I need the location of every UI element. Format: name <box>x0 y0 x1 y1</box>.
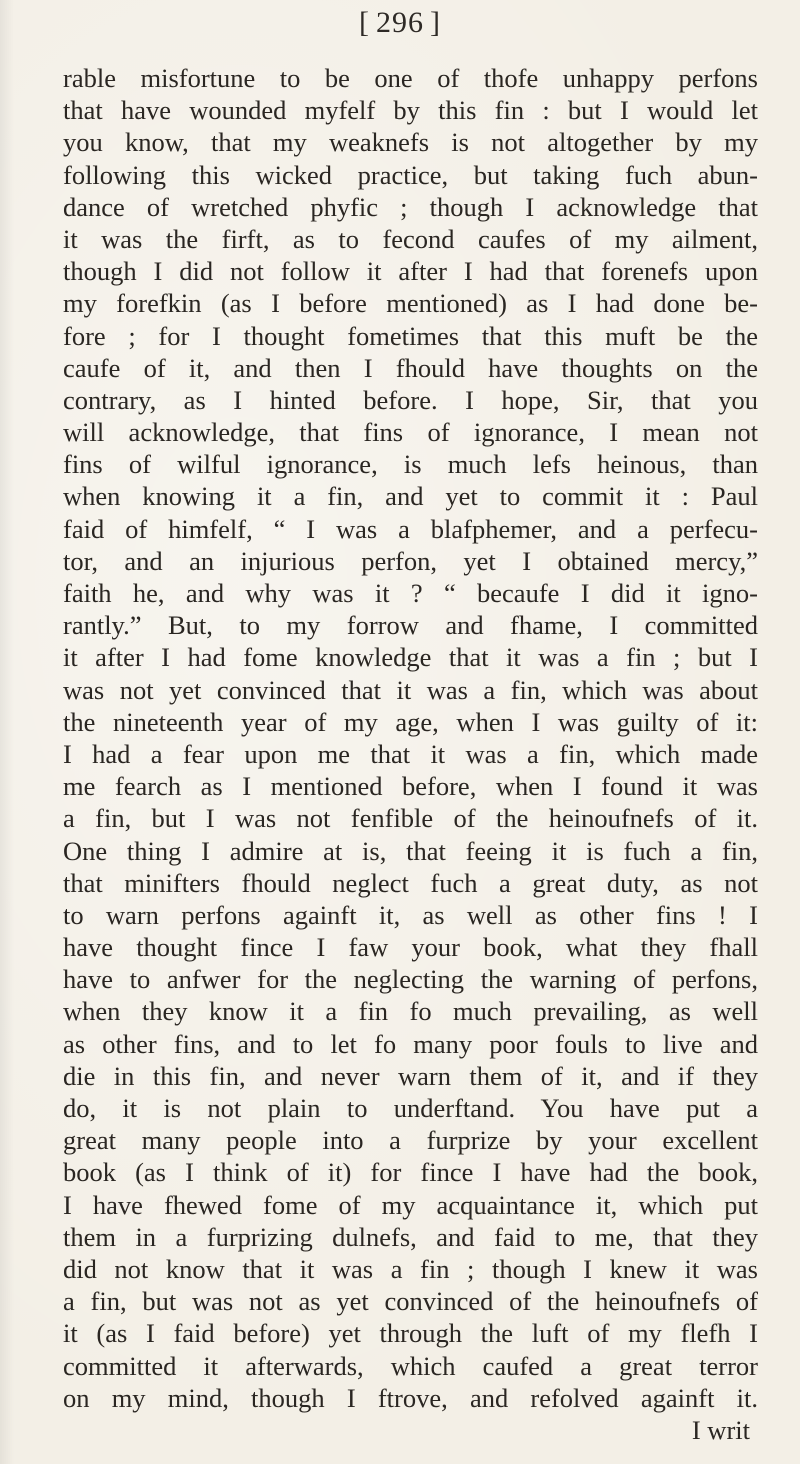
text-line: I have fhewed fome of my acquaintance it, which put <box>63 1189 758 1220</box>
text-line: when they know it a fin fo much prevailing, as well <box>63 996 758 1027</box>
text-line: committed it afterwards, which caufed a great terror <box>63 1350 758 1381</box>
page-header <box>0 6 800 40</box>
text-line: do, it is not plain to underftand. You have put a <box>63 1093 758 1123</box>
text-line: faid of himfelf, “ I was a blafphemer, and a perfecu- <box>63 513 758 544</box>
text-line: did not know that it was a fin ; though I knew it was <box>63 1253 758 1284</box>
text-line: book (as I think of it) for fince I have had the book, <box>63 1157 758 1188</box>
text-line: faith he, and why was it ? “ becaufe I did it igno- <box>63 578 758 608</box>
text-line: dance of wretched phyfic ; though I acknowledge that <box>63 191 758 222</box>
text-line: to warn perfons againft it, as well as other fins ! I <box>63 899 758 930</box>
text-line: tor, and an injurious perfon, yet I obtained mercy,” <box>63 545 758 576</box>
text-line: great many people into a furprize by your excellent <box>63 1125 758 1156</box>
text-line: rantly.” But, to my forrow and fhame, I committed <box>63 610 758 641</box>
text-line: a fin, but was not as yet convinced of the heinoufnefs of <box>63 1286 758 1317</box>
text-line: that have wounded myfelf by this fin : but I would let <box>63 95 758 126</box>
text-line: my forefkin (as I before mentioned) as I had done be- <box>63 288 758 319</box>
text-line: me fearch as I mentioned before, when I found it was <box>63 771 758 802</box>
text-line: it after I had fome knowledge that it was a fin ; but I <box>63 642 758 673</box>
text-line: I had a fear upon me that it was a fin, which made <box>63 738 758 769</box>
text-line: when knowing it a fin, and yet to commit it : Paul <box>63 481 758 512</box>
text-line: it (as I faid before) yet through the luft of my flefh I <box>63 1318 758 1349</box>
text-line: I writ <box>691 1414 750 1445</box>
text-line: rable misfortune to be one of thofe unhappy perfons <box>63 63 758 93</box>
text-line: have to anfwer for the neglecting the warning of perfons, <box>63 964 758 995</box>
body-text <box>63 62 758 1446</box>
text-line: fins of wilful ignorance, is much lefs heinous, than <box>63 449 758 480</box>
text-line: as other fins, and to let fo many poor fouls to live and <box>63 1028 758 1059</box>
text-line: fore ; for I thought fometimes that this muft be the <box>63 320 758 351</box>
page-edge-shadow <box>0 0 14 1464</box>
text-line: die in this fin, and never warn them of it, and if they <box>63 1060 758 1091</box>
text-line: One thing I admire at is, that feeing it is fuch a fin, <box>63 835 758 866</box>
text-line: it was the firft, as to fecond caufes of my ailment, <box>63 223 758 254</box>
text-line: contrary, as I hinted before. I hope, Sir, that you <box>63 384 758 415</box>
text-line: on my mind, though I ftrove, and refolved againft it. <box>63 1382 758 1413</box>
text-line: caufe of it, and then I fhould have thoughts on the <box>63 352 758 383</box>
header-bracket-open: [ <box>359 6 370 39</box>
text-line: will acknowledge, that fins of ignorance, I mean not <box>63 417 758 448</box>
text-line: that minifters fhould neglect fuch a great duty, as not <box>63 867 758 898</box>
text-line: a fin, but I was not fenfible of the heinoufnefs of it. <box>63 803 758 834</box>
text-line: the nineteenth year of my age, when I was guilty of it: <box>63 706 758 737</box>
text-line: have thought fince I faw your book, what they fhall <box>63 932 758 963</box>
text-line: was not yet convinced that it was a fin, which was about <box>63 674 758 705</box>
text-line: following this wicked practice, but taking fuch abun- <box>63 159 758 190</box>
header-bracket-close: ] <box>430 6 441 39</box>
page-number: 296 <box>376 6 424 39</box>
text-line: though I did not follow it after I had that forenefs upon <box>63 256 758 287</box>
text-line: them in a furprizing dulnefs, and faid to me, that they <box>63 1221 758 1252</box>
text-line: you know, that my weaknefs is not altogether by my <box>63 127 758 158</box>
